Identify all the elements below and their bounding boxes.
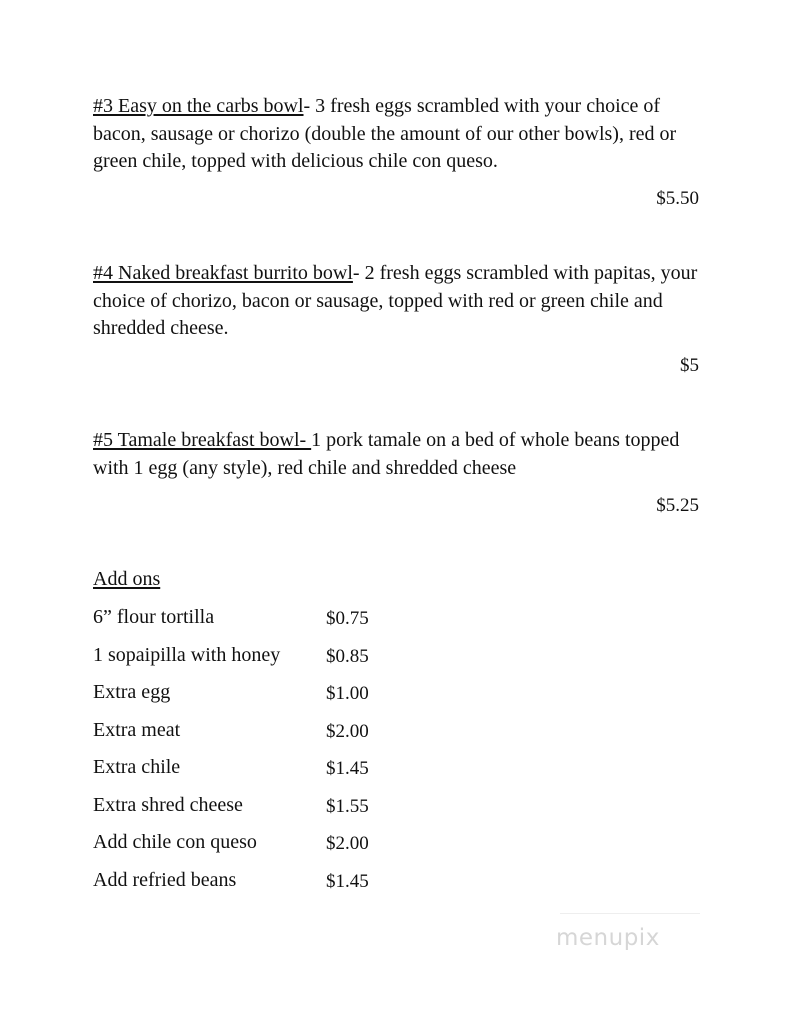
addon-name: Extra shred cheese bbox=[93, 794, 243, 816]
addon-price: $2.00 bbox=[326, 833, 369, 854]
menu-item-description: - 2 fresh eggs scrambled with papitas, your choice of chorizo, bacon or sausage, topped with red or green chile and shredded cheese. bbox=[93, 262, 698, 339]
addon-name: Extra meat bbox=[93, 719, 181, 741]
addon-row bbox=[93, 719, 413, 747]
addon-price: $2.00 bbox=[326, 721, 369, 742]
addon-name: 6” flour tortilla bbox=[93, 606, 215, 628]
menu-item-5 bbox=[93, 427, 703, 482]
addon-row bbox=[93, 869, 413, 897]
addon-name: Add chile con queso bbox=[93, 831, 257, 853]
addon-row bbox=[93, 794, 413, 822]
watermark-divider bbox=[560, 913, 700, 914]
addons-heading: Add ons bbox=[93, 568, 161, 590]
menu-item-4 bbox=[93, 260, 703, 343]
menu-item-name: #5 Tamale breakfast bowl- bbox=[93, 429, 312, 451]
addon-price: $1.45 bbox=[326, 871, 369, 892]
menu-item-price: $5.50 bbox=[656, 188, 699, 209]
addon-price: $1.45 bbox=[326, 758, 369, 779]
addon-row bbox=[93, 681, 413, 709]
addon-name: Add refried beans bbox=[93, 869, 237, 891]
addon-name: Extra chile bbox=[93, 756, 181, 778]
addon-row bbox=[93, 831, 413, 859]
menu-item-name: #3 Easy on the carbs bowl bbox=[93, 95, 304, 117]
menu-item-price: $5 bbox=[680, 355, 699, 376]
addon-price: $1.00 bbox=[326, 683, 369, 704]
menu-item-3 bbox=[93, 93, 703, 176]
menu-item-price: $5.25 bbox=[656, 495, 699, 516]
addon-price: $1.55 bbox=[326, 796, 369, 817]
watermark-logo: menupix bbox=[556, 925, 660, 951]
menu-item-description: - 3 fresh eggs scrambled with your choice of bacon, sausage or chorizo (double the amount of our other bowls), red or green chile, topped with delicious chile con queso. bbox=[93, 95, 677, 172]
addon-row bbox=[93, 644, 413, 672]
addon-price: $0.75 bbox=[326, 608, 369, 629]
addon-name: 1 sopaipilla with honey bbox=[93, 644, 281, 666]
menu-item-name: #4 Naked breakfast burrito bowl bbox=[93, 262, 353, 284]
addon-price: $0.85 bbox=[326, 646, 369, 667]
addon-row bbox=[93, 756, 413, 784]
menu-item-description: 1 pork tamale on a bed of whole beans topped with 1 egg (any style), red chile and shredded cheese bbox=[93, 429, 680, 479]
addon-name: Extra egg bbox=[93, 681, 171, 703]
addon-row bbox=[93, 606, 413, 634]
